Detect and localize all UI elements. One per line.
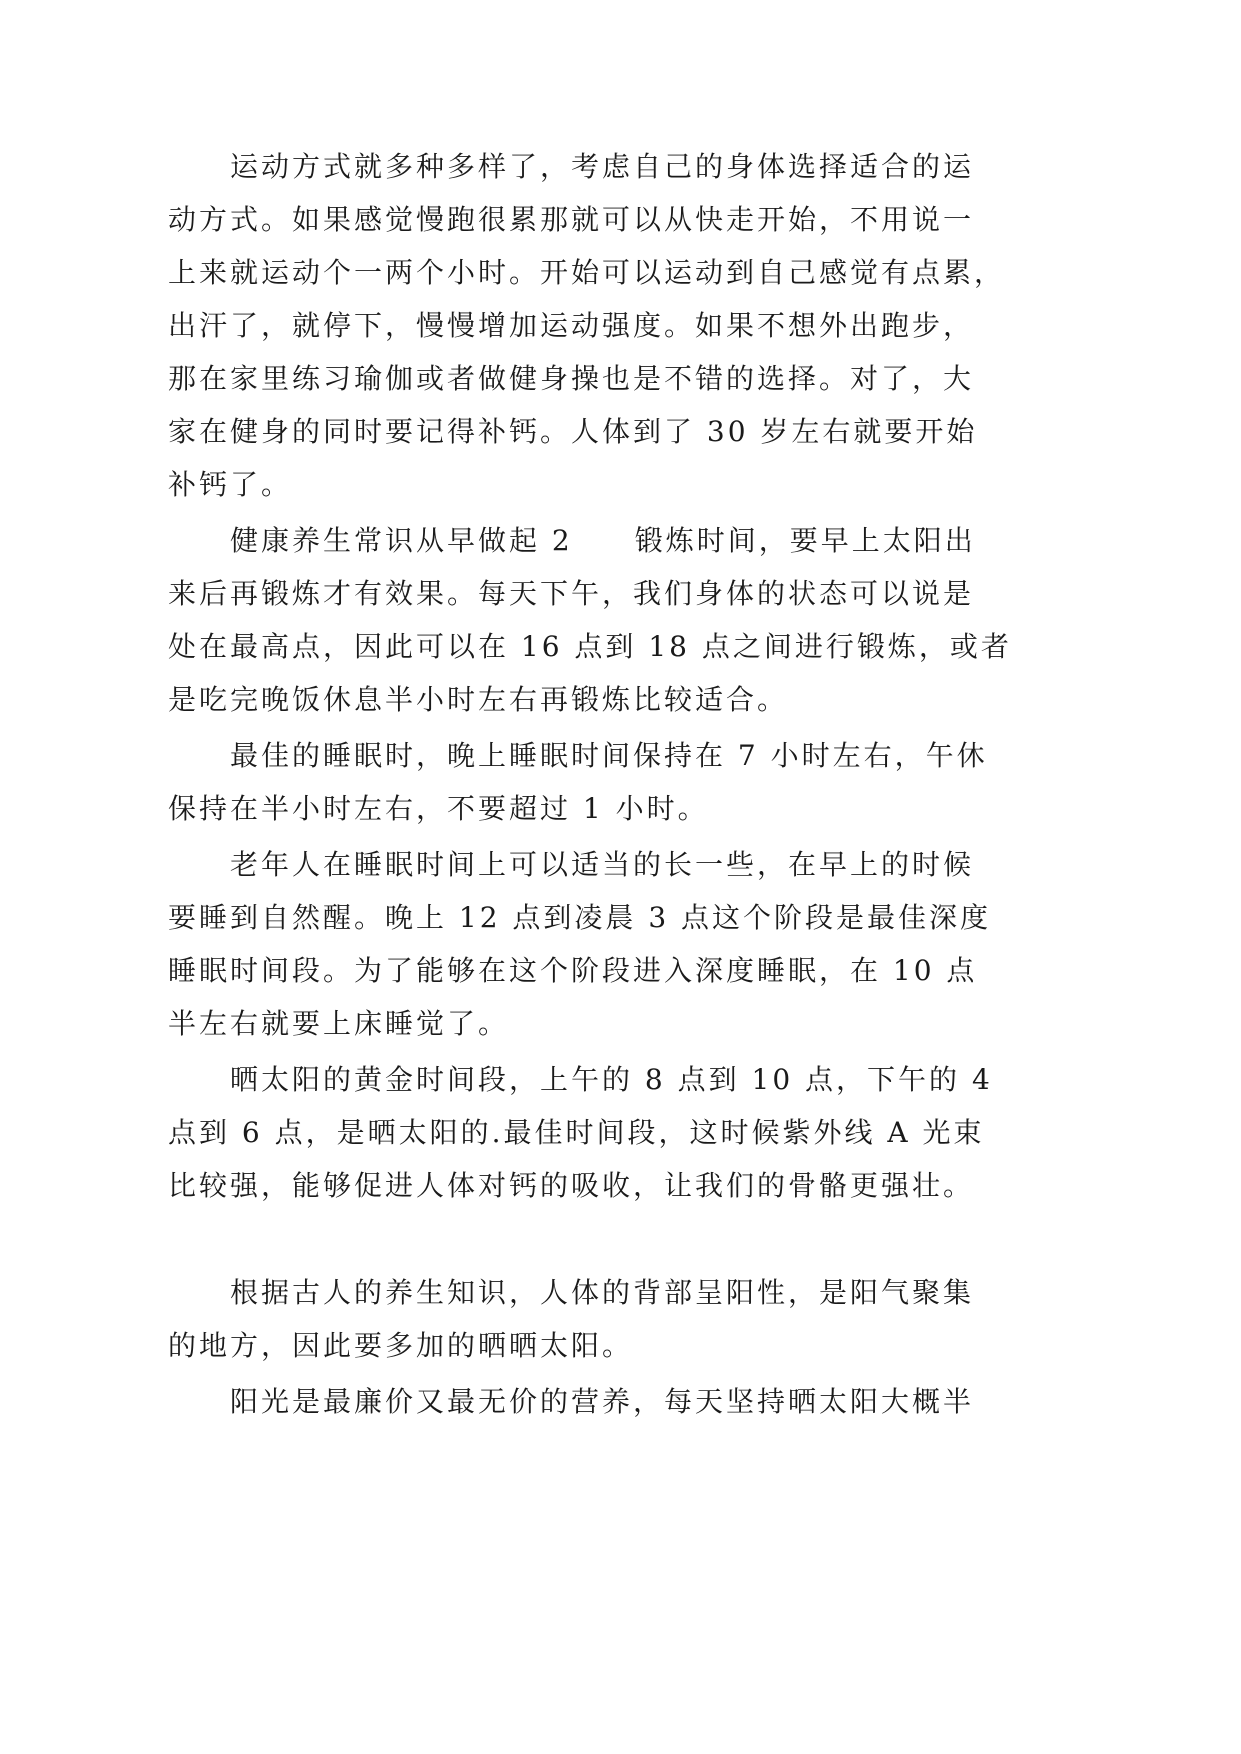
paragraph-1-line-2: 动方式。如果感觉慢跑很累那就可以从快走开始，不用说一 (168, 203, 975, 236)
paragraph-4-line-1: 老年人在睡眠时间上可以适当的长一些，在早上的时候 (230, 848, 975, 881)
paragraph-4-line-2: 要睡到自然醒。晚上 12 点到凌晨 3 点这个阶段是最佳深度 (168, 901, 992, 934)
paragraph-1-line-7: 补钙了。 (168, 468, 293, 501)
paragraph-3-line-2: 保持在半小时左右，不要超过 1 小时。 (168, 792, 709, 825)
paragraph-4-line-4: 半左右就要上床睡觉了。 (168, 1007, 510, 1040)
paragraph-5-line-3: 比较强，能够促进人体对钙的吸收，让我们的骨骼更强壮。 (168, 1169, 975, 1202)
paragraph-5-line-1: 晒太阳的黄金时间段，上午的 8 点到 10 点，下午的 4 (230, 1063, 993, 1096)
paragraph-1-line-5: 那在家里练习瑜伽或者做健身操也是不错的选择。对了，大 (168, 362, 975, 395)
paragraph-3-line-1: 最佳的睡眠时，晚上睡眠时间保持在 7 小时左右，午休 (230, 739, 988, 772)
paragraph-2-line-1: 健康养生常识从早做起 2 锻炼时间，要早上太阳出 (230, 524, 976, 557)
paragraph-1-line-4: 出汗了，就停下，慢慢增加运动强度。如果不想外出跑步， (168, 309, 975, 342)
paragraph-7-line-1: 阳光是最廉价又最无价的营养，每天坚持晒太阳大概半 (230, 1385, 975, 1418)
paragraph-5-line-2: 点到 6 点，是晒太阳的.最佳时间段，这时候紫外线 A 光束 (168, 1116, 985, 1149)
paragraph-4-line-3: 睡眠时间段。为了能够在这个阶段进入深度睡眠，在 10 点 (168, 954, 978, 987)
paragraph-6-line-1: 根据古人的养生知识，人体的背部呈阳性，是阳气聚集 (230, 1276, 975, 1309)
paragraph-1-line-1: 运动方式就多种多样了，考虑自己的身体选择适合的运 (230, 150, 975, 183)
paragraph-6-line-2: 的地方，因此要多加的晒晒太阳。 (168, 1329, 634, 1362)
paragraph-2-line-2: 来后再锻炼才有效果。每天下午，我们身体的状态可以说是 (168, 577, 975, 610)
paragraph-2-line-3: 处在最高点，因此可以在 16 点到 18 点之间进行锻炼，或者 (168, 630, 1012, 663)
paragraph-1-line-3: 上来就运动个一两个小时。开始可以运动到自己感觉有点累， (168, 256, 1006, 289)
paragraph-1-line-6: 家在健身的同时要记得补钙。人体到了 30 岁左右就要开始 (168, 415, 978, 448)
paragraph-2-line-4: 是吃完晚饭休息半小时左右再锻炼比较适合。 (168, 683, 789, 716)
